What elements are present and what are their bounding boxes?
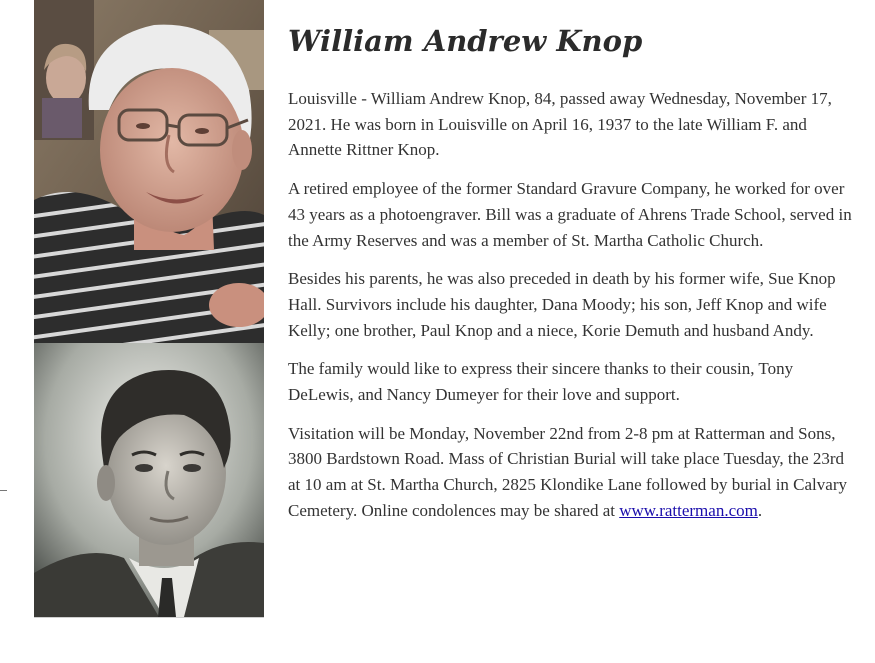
- young-portrait-photo: [34, 343, 264, 618]
- obituary-content: [288, 20, 858, 537]
- obituary-paragraph-4: The family would like to express their sincere thanks to their cousin, Tony DeLewis, and Nancy Dumeyer for their love and support.: [288, 359, 794, 405]
- edge-mark: [0, 490, 7, 491]
- visitation-text: Visitation will be Monday, November 22nd from 2-8 pm at Ratterman and Sons, 3800 Bardstown Road. Mass of Christian Burial will take place Tuesday, the 23rd at 10 am at St. Martha Church, 2825 Klondike Lane followed by burial in Calvary Cemetery. Online condolences may be shared at: [288, 423, 847, 520]
- trailing-period: .: [757, 500, 763, 520]
- photo-column: [34, 0, 264, 618]
- obituary-paragraph-3: Besides his parents, he was also preceded in death by his former wife, Sue Knop Hall. Survivors include his daughter, Dana Moody; his son, Jeff Knop and wife Kelly; one brother, Paul Knop and a niece, Korie Demuth and husband Andy.: [288, 269, 836, 340]
- ratterman-link[interactable]: www.ratterman.com: [619, 500, 758, 520]
- obituary-paragraph-2: A retired employee of the former Standard Gravure Company, he worked for over 43 years as a photoengraver. Bill was a graduate of Ahrens Trade School, served in the Army Reserves and was a member of St. Martha Catholic Church.: [288, 179, 852, 250]
- obituary-title: William Andrew Knop: [288, 24, 643, 58]
- obituary-paragraph-5: [288, 421, 858, 524]
- elderly-man-photo-icon: [34, 0, 264, 343]
- young-man-photo-icon: [34, 343, 264, 617]
- recent-portrait-photo: [34, 0, 264, 343]
- obituary-paragraph-1: Louisville - William Andrew Knop, 84, passed away Wednesday, November 17, 2021. He was born in Louisville on April 16, 1937 to the late William F. and Annette Rittner Knop.: [288, 89, 832, 160]
